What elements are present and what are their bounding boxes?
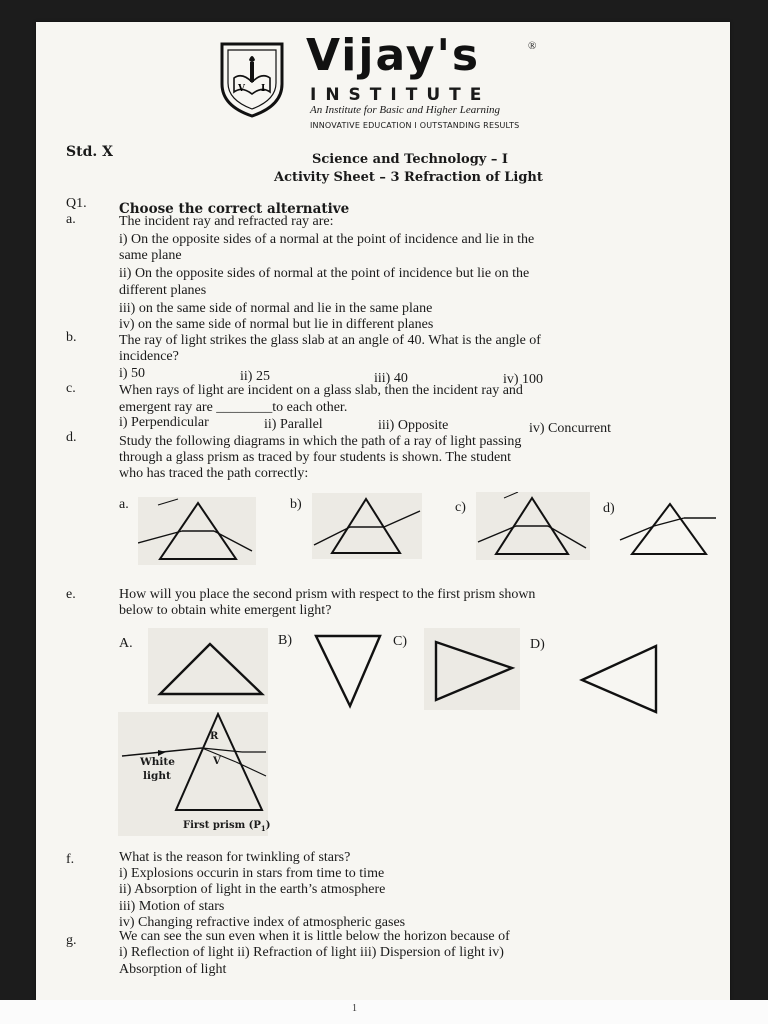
subject-title: Science and Technology – I <box>312 152 508 167</box>
activity-title: Activity Sheet – 3 Refraction of Light <box>274 170 543 185</box>
prism-diagram-a <box>138 497 258 567</box>
brand-name: Vijay's <box>306 30 481 81</box>
fig-d-label-a: a. <box>119 497 129 512</box>
white-light-label-cont: light <box>143 770 171 782</box>
first-prism-caption: First prism $(P_1)$ <box>183 820 271 833</box>
prism-option-a <box>148 628 270 704</box>
item-c-option-1: i) Perpendicular <box>119 415 209 430</box>
prism-option-b <box>306 628 386 710</box>
item-f-label: f. <box>66 852 75 867</box>
item-b-option-1: i) 50 <box>119 366 146 381</box>
prism-diagram-d <box>618 498 718 560</box>
item-d-stem-cont2: who has traced the path correctly: <box>119 466 309 481</box>
item-a-option-2: ii) On the opposite sides of normal at the point of incidence but lie on the <box>119 266 530 281</box>
item-b-stem-cont: incidence? <box>119 349 179 364</box>
item-g-options: i) Reflection of light ii) Refraction of light iii) Dispersion of light iv) <box>119 945 504 960</box>
item-a-label: a. <box>66 212 76 227</box>
item-f-option-3: iii) Motion of stars <box>119 899 225 914</box>
institute-label: INSTITUTE <box>310 85 491 105</box>
item-f-option-2: ii) Absorption of light in the earth’s atmosphere <box>119 882 386 897</box>
item-e-stem-cont: below to obtain white emergent light? <box>119 603 332 618</box>
tagline: An Institute for Basic and Higher Learning <box>310 104 501 116</box>
item-a-option-3: iii) on the same side of normal and lie in the same plane <box>119 301 433 316</box>
item-g-label: g. <box>66 933 77 948</box>
item-c-option-2: ii) Parallel <box>264 417 323 432</box>
question-number: Q1. <box>66 196 87 211</box>
item-a-option-1-cont: same plane <box>119 248 182 263</box>
std-label: Std. X <box>66 144 113 160</box>
prism-option-c <box>424 628 520 710</box>
question-title: Choose the correct alternative <box>119 201 350 217</box>
motto: INNOVATIVE EDUCATION I OUTSTANDING RESULTS <box>310 121 520 130</box>
fig-e-label-b: B) <box>278 633 292 648</box>
item-c-stem: When rays of light are incident on a glass slab, then the incident ray and <box>119 383 523 398</box>
item-e-stem: How will you place the second prism with respect to the first prism shown <box>119 587 536 602</box>
item-e-label: e. <box>66 587 76 602</box>
ray-label-v: V <box>213 756 221 767</box>
prism-diagram-b <box>312 493 422 559</box>
fig-d-label-b: b) <box>290 497 302 512</box>
item-g-option-4-cont: Absorption of light <box>119 962 227 977</box>
prism-option-d <box>574 640 662 716</box>
item-c-label: c. <box>66 381 76 396</box>
fig-e-label-c: C) <box>393 634 407 649</box>
item-f-stem: What is the reason for twinkling of stars? <box>119 850 351 865</box>
ray-label-r: R <box>210 731 219 742</box>
item-f-option-1: i) Explosions occurin in stars from time to time <box>119 866 385 881</box>
first-prism-diagram <box>118 712 268 836</box>
item-c-option-4: iv) Concurrent <box>529 421 612 436</box>
item-b-stem: The ray of light strikes the glass slab at an angle of 40. What is the angle of <box>119 333 541 348</box>
fig-d-label-d: d) <box>603 501 615 516</box>
page-number: 1 <box>352 1003 357 1014</box>
item-d-stem-cont: through a glass prism as traced by four students is shown. The student <box>119 450 512 465</box>
item-c-stem-cont: emergent ray are ________to each other. <box>119 400 348 415</box>
item-b-option-3: iii) 40 <box>374 371 408 386</box>
white-light-label: White <box>140 756 175 768</box>
prism-diagram-c <box>476 492 590 560</box>
registered-mark: ® <box>528 40 537 52</box>
item-a-stem: The incident ray and refracted ray are: <box>119 214 334 229</box>
item-c-option-3: iii) Opposite <box>378 418 449 433</box>
svg-text:I: I <box>261 84 266 94</box>
item-b-option-4: iv) 100 <box>503 372 544 387</box>
item-g-stem: We can see the sun even when it is little below the horizon because of <box>119 929 510 944</box>
institute-emblem-icon <box>212 38 292 118</box>
page-bottom-margin <box>0 1000 768 1024</box>
item-b-label: b. <box>66 330 77 345</box>
svg-text:V: V <box>238 84 245 94</box>
fig-d-label-c: c) <box>455 500 466 515</box>
item-f-option-4: iv) Changing refractive index of atmospheric gases <box>119 915 406 930</box>
fig-e-label-d: D) <box>530 637 545 652</box>
item-a-option-4: iv) on the same side of normal but lie in different planes <box>119 317 434 332</box>
item-a-option-1: i) On the opposite sides of a normal at the point of incidence and lie in the <box>119 232 535 247</box>
item-b-option-2: ii) 25 <box>240 369 270 384</box>
item-d-label: d. <box>66 430 77 445</box>
fig-e-label-a: A. <box>119 636 133 651</box>
item-a-option-2-cont: different planes <box>119 283 207 298</box>
item-d-stem: Study the following diagrams in which the path of a ray of light passing <box>119 434 522 449</box>
